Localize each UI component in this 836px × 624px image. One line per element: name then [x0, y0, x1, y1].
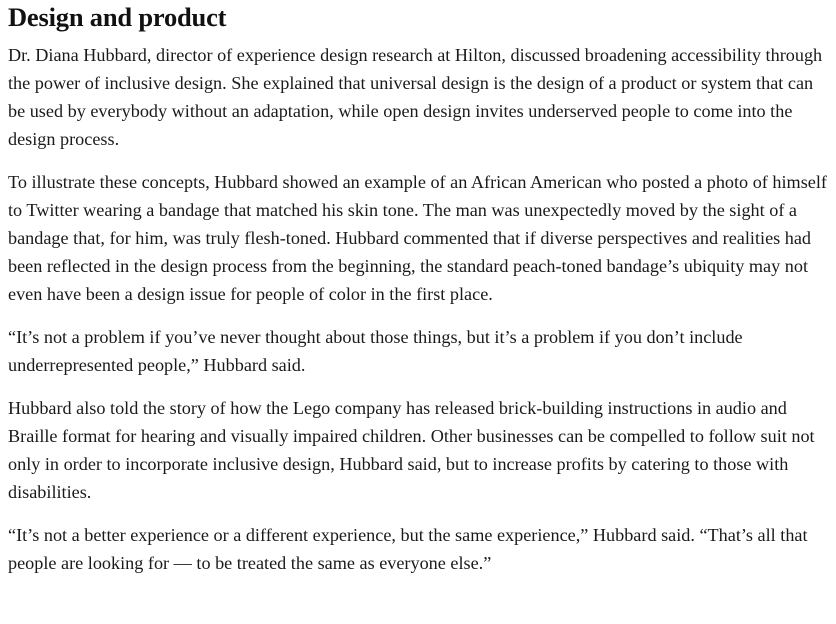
article-section — [0, 2, 836, 577]
paragraph-quote-same-experience: “It’s not a better experience or a different experience, but the same experience,” Hubbard said. “That’s all that people are looking for — to be treated the same as everyone else.” — [8, 525, 808, 573]
section-heading: Design and product — [8, 2, 227, 32]
paragraph-bandage-example: To illustrate these concepts, Hubbard showed an example of an African American who posted a photo of himself to Twitter wearing a bandage that matched his skin tone. The man was unexpectedly moved by the sight of a bandage that, for him, was truly flesh-toned. Hubbard commented that if diverse perspectives and realities had been reflected in the design process from the beginning, the standard peach-toned bandage’s ubiquity may not even have been a design issue for people of color in the first place. — [8, 172, 827, 304]
paragraph-lego-story: Hubbard also told the story of how the Lego company has released brick-building instructions in audio and Braille format for hearing and visually impaired children. Other businesses can be compelled to follow suit not only in order to incorporate inclusive design, Hubbard said, but to increase profits by catering to those with disabilities. — [8, 398, 815, 502]
paragraph-quote-underrepresented: “It’s not a problem if you’ve never thought about those things, but it’s a problem if you don’t include underrepresented people,” Hubbard said. — [8, 327, 743, 375]
paragraph-universal-design: Dr. Diana Hubbard, director of experience design research at Hilton, discussed broadening accessibility through the power of inclusive design. She explained that universal design is the design of a product or system that can be used by everybody without an adaptation, while open design invites underserved people to come into the design process. — [8, 45, 823, 149]
